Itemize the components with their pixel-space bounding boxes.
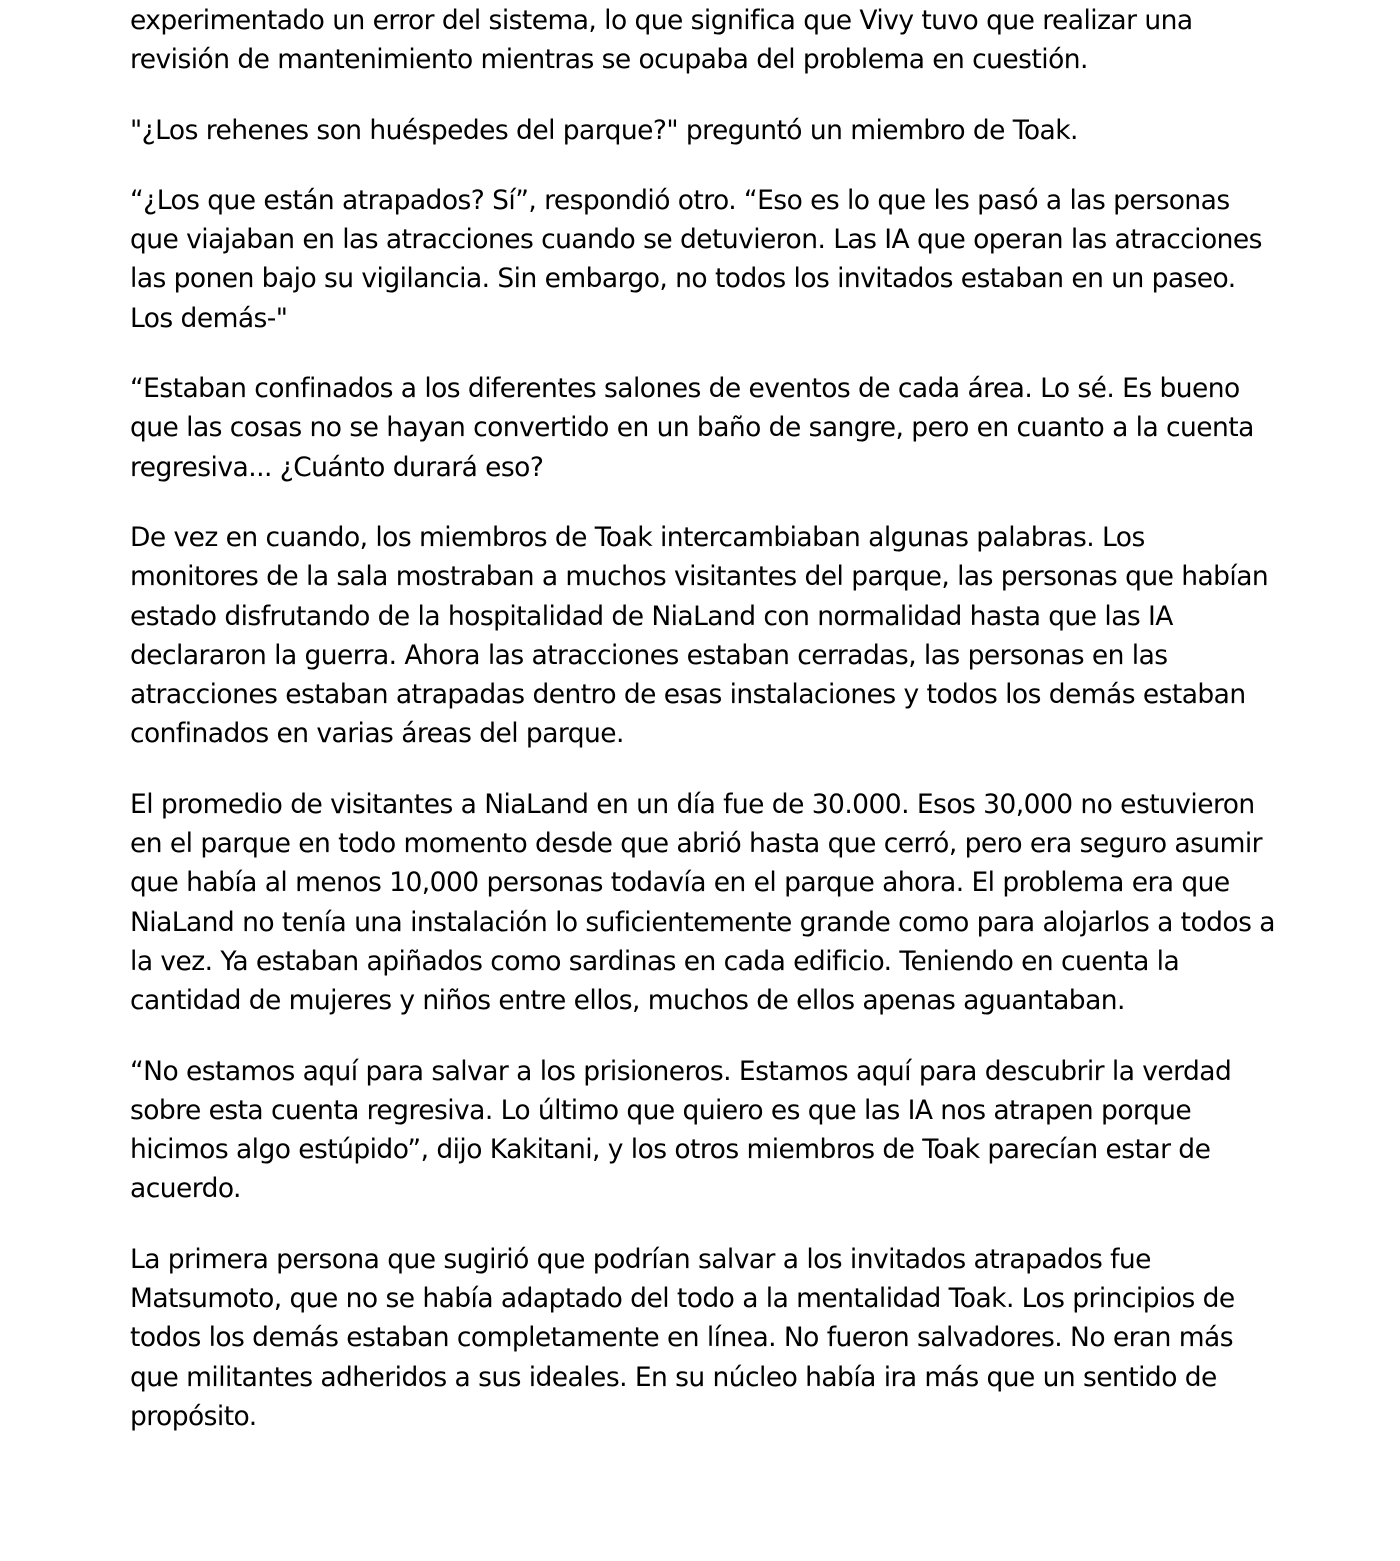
paragraph-6: El promedio de visitantes a NiaLand en un día fue de 30.000. Esos 30,000 no estuvieron en el parque en todo momento desde que abrió hasta que cerró, pero era seguro asumir que había al menos 10,000 personas todavía en el parque ahora. El problema era que NiaLand no tenía una instalación lo suficientemente grande como para alojarlos a todos a la vez. Ya estaban apiñados como sardinas en cada edificio. Teniendo en cuenta la cantidad de mujeres y niños entre ellos, muchos de ellos apenas aguantaban.: [130, 788, 1275, 1017]
paragraph-4: “Estaban confinados a los diferentes salones de eventos de cada área. Lo sé. Es bueno que las cosas no se hayan convertido en un baño de sangre, pero en cuanto a la cuenta regresiva... ¿Cuánto durará eso?: [130, 373, 1254, 483]
paragraph-5: De vez en cuando, los miembros de Toak intercambiaban algunas palabras. Los monitores de la sala mostraban a muchos visitantes del parque, las personas que habían estado disfrutando de la hospitalidad de NiaLand con normalidad hasta que las IA declararon la guerra. Ahora las atracciones estaban cerradas, las personas en las atracciones estaban atrapadas dentro de esas instalaciones y todos los demás estaban confinados en varias áreas del parque.: [130, 521, 1269, 750]
paragraph-1: experimentado un error del sistema, lo que significa que Vivy tuvo que realizar una revisión de mantenimiento mientras se ocupaba del problema en cuestión.: [130, 5, 1193, 76]
paragraph-7: “No estamos aquí para salvar a los prisioneros. Estamos aquí para descubrir la verdad sobre esta cuenta regresiva. Lo último que quiero es que las IA nos atrapen porque hicimos algo estúpido”, dijo Kakitani, y los otros miembros de Toak parecían estar de acuerdo.: [130, 1055, 1232, 1205]
paragraph-8: La primera persona que sugirió que podrían salvar a los invitados atrapados fue Matsumoto, que no se había adaptado del todo a la mentalidad Toak. Los principios de todos los demás estaban completamente en línea. No fueron salvadores. No eran más que militantes adheridos a sus ideales. En su núcleo había ira más que un sentido de propósito.: [130, 1243, 1235, 1432]
document-page: [130, 0, 1280, 1436]
paragraph-3: “¿Los que están atrapados? Sí”, respondió otro. “Eso es lo que les pasó a las personas que viajaban en las atracciones cuando se detuvieron. Las IA que operan las atracciones las ponen bajo su vigilancia. Sin embargo, no todos los invitados estaban en un paseo. Los demás-": [130, 184, 1262, 334]
paragraph-2: "¿Los rehenes son huéspedes del parque?" preguntó un miembro de Toak.: [130, 114, 1078, 146]
